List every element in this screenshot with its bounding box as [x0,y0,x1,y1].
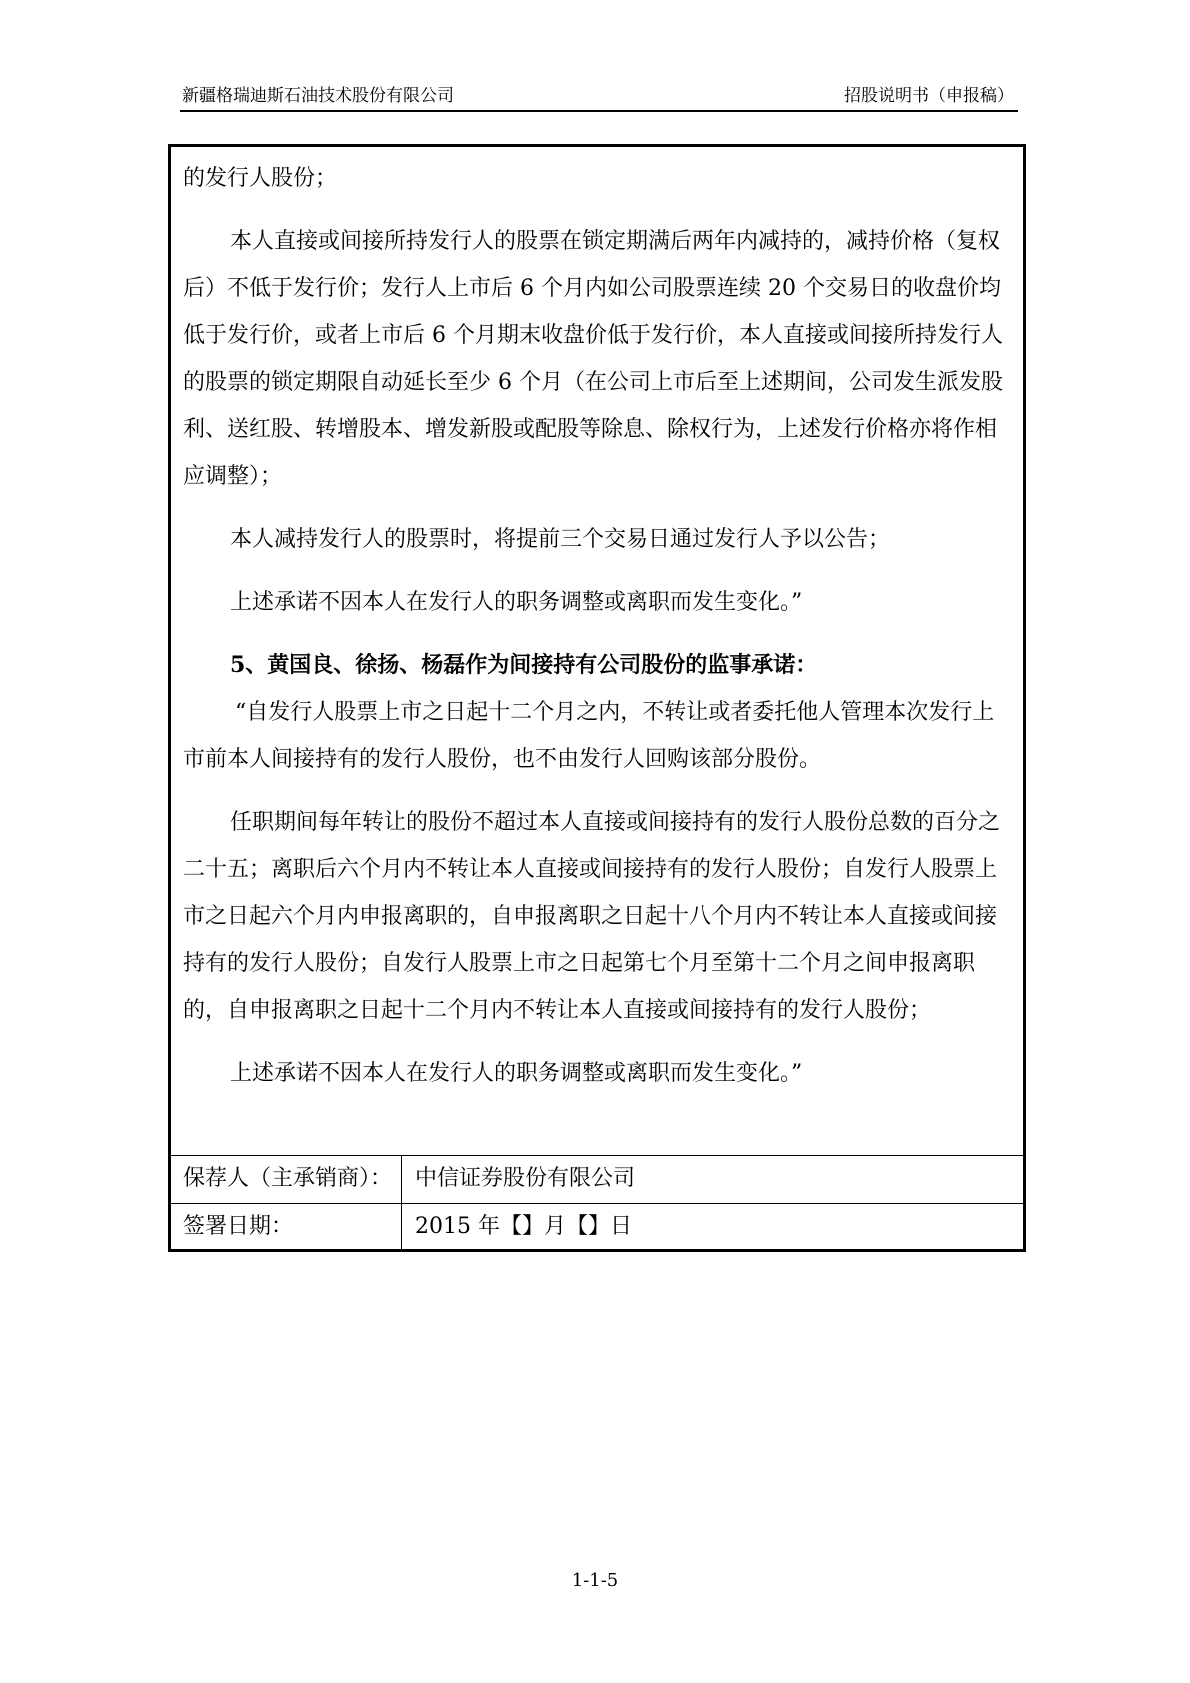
sponsor-value: 中信证券股份有限公司 [415,1166,636,1191]
section-heading: 5、黄国良、徐扬、杨磊作为间接持有公司股份的监事承诺： [230,652,818,678]
paragraph-4: 上述承诺不因本人在发行人的职务调整或离职而发生变化。” [230,590,803,615]
date-row [171,1203,1023,1252]
paragraph-7: 上述承诺不因本人在发行人的职务调整或离职而发生变化。” [230,1061,803,1086]
paragraph-5: “自发行人股票上市之日起十二个月之内，不转让或者委托他人管理本次发行上市前本人间接持有的发行人股份，也不由发行人回购该部分股份。 [183,700,995,772]
column-divider [401,1204,402,1252]
sponsor-label: 保荐人（主承销商）： [183,1166,393,1191]
content-frame [168,144,1026,1252]
page-header [180,82,1018,112]
paragraph-2: 本人直接或间接所持发行人的股票在锁定期满后两年内减持的，减持价格（复权后）不低于发行价；发行人上市后 6 个月内如公司股票连续 20 个交易日的收盘价均低于发行价，或者上市后 6 个月期末收盘价低于发行价，本人直接或间接所持发行人的股票的锁定期限自动延长至少 6 个月（在公司上市后至上述期间，公司发生派发股利、送红股、转增股本、增发新股或配股等除息、除权行为，上述发行价格亦将作相应调整）； [183,229,1003,489]
column-divider [401,1156,402,1203]
company-name: 新疆格瑞迪斯石油技术股份有限公司 [182,86,454,106]
paragraph-6: 任职期间每年转让的股份不超过本人直接或间接持有的发行人股份总数的百分之二十五；离职后六个月内不转让本人直接或间接持有的发行人股份；自发行人股票上市之日起六个月内申报离职的，自申报离职之日起十八个月内不转让本人直接或间接持有的发行人股份；自发行人股票上市之日起第七个月至第十二个月之间申报离职的，自申报离职之日起十二个月内不转让本人直接或间接持有的发行人股份； [183,810,1001,1023]
paragraph-3: 本人减持发行人的股票时，将提前三个交易日通过发行人予以公告； [230,527,891,552]
paragraph-1: 的发行人股份； [183,166,338,191]
document-type: 招股说明书（申报稿） [844,86,1014,106]
page-number: 1-1-5 [571,1570,619,1591]
commitment-text [183,155,1011,1097]
date-value: 2015 年【】月【】日 [415,1214,632,1239]
date-label: 签署日期： [183,1214,294,1239]
sponsor-row [171,1155,1023,1203]
